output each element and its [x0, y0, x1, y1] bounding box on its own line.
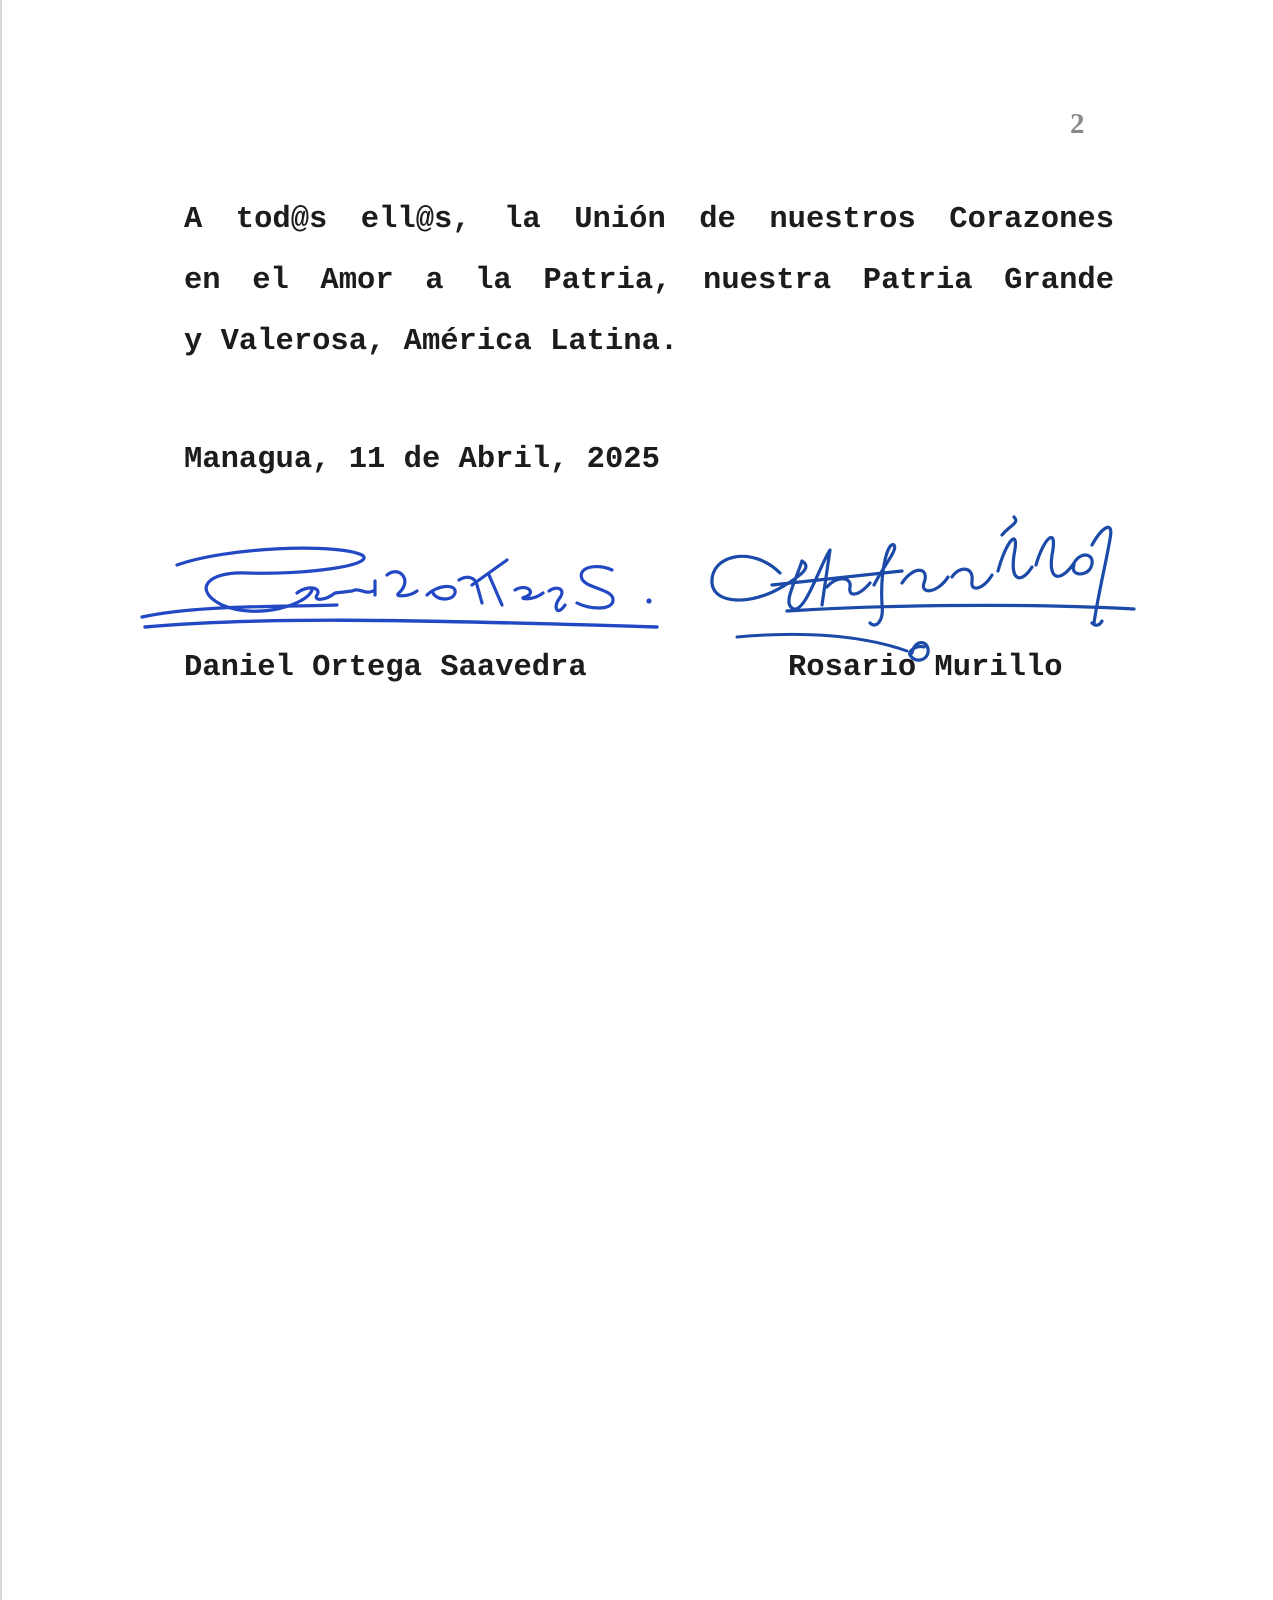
paragraph-line: A tod@s ell@s, la Unión de nuestros Corazones	[184, 203, 1114, 237]
signature-daniel-ortega	[137, 535, 677, 645]
place-and-date: Managua, 11 de Abril, 2025	[184, 443, 660, 477]
signer-name: Rosario Murillo	[788, 651, 1063, 685]
signer-name: Daniel Ortega Saavedra	[184, 651, 587, 685]
paragraph-line: en el Amor a la Patria, nuestra Patria Grande	[184, 264, 1114, 298]
paragraph-line: y Valerosa, América Latina.	[184, 325, 679, 359]
closing-paragraph	[184, 190, 1114, 373]
page-number: 2	[1070, 108, 1085, 140]
